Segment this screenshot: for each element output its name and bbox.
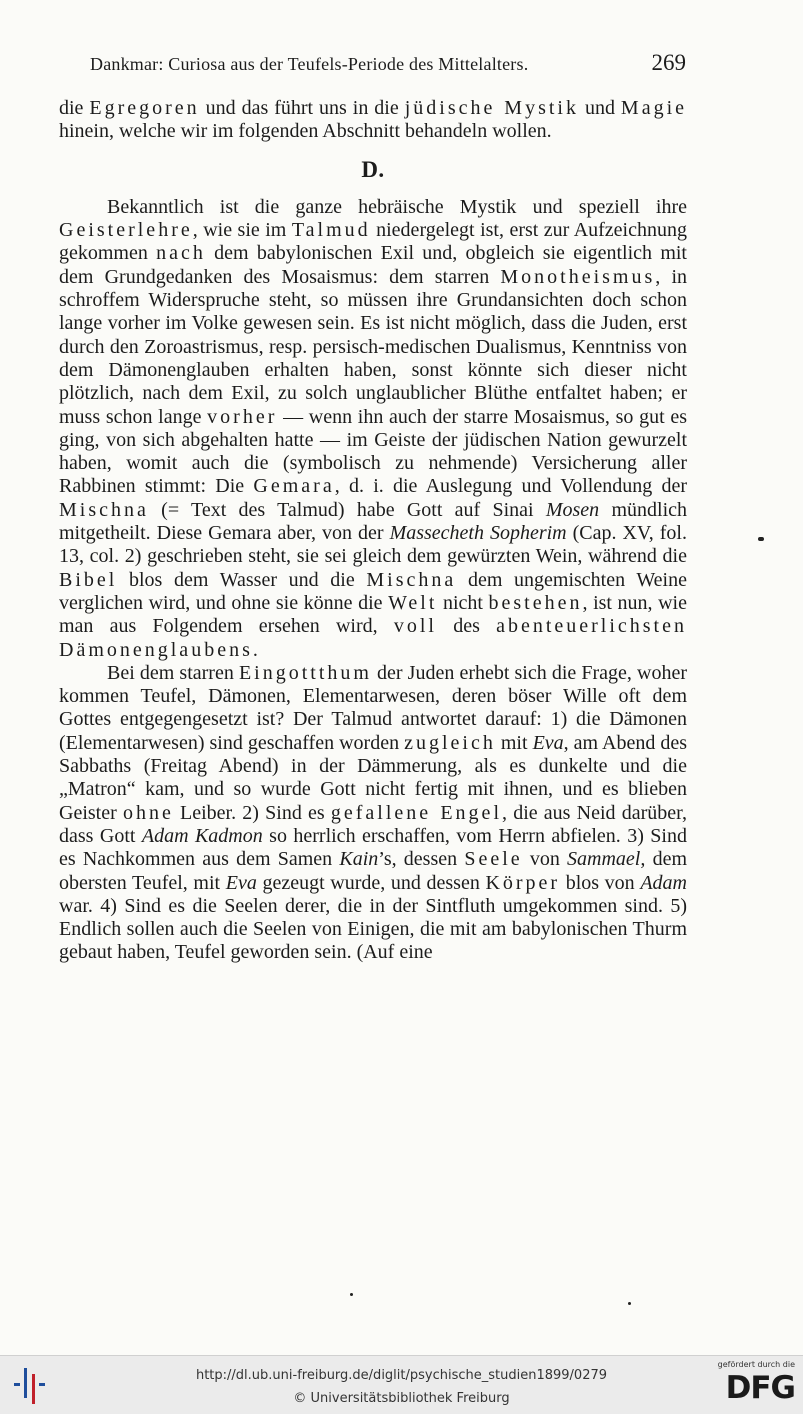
page-number: 269	[651, 50, 686, 75]
source-url[interactable]: http://dl.ub.uni-freiburg.de/diglit/psychische_studien1899/0279	[195, 1368, 608, 1383]
spaced-emphasis: Geisterlehre	[59, 219, 193, 242]
text-run: Bekanntlich ist die ganze hebräische Mystik und speziell ihre	[107, 195, 687, 218]
spaced-emphasis: Eingottthum	[238, 661, 372, 684]
italic-name: Mosen	[545, 498, 600, 521]
text-run: von	[522, 848, 568, 871]
text-run: des	[436, 615, 497, 638]
text-run: , d. i. die Auslegung und Vollendung der	[334, 475, 688, 498]
spaced-emphasis: Bibel	[59, 568, 118, 591]
text-run: ’s, dessen	[378, 848, 465, 871]
spaced-emphasis: Mischna	[59, 498, 149, 521]
text-run: und das führt uns in die	[199, 97, 405, 119]
italic-name: Eva	[532, 731, 564, 754]
spaced-emphasis: gefallene Engel	[330, 801, 502, 824]
text-run: .	[252, 638, 258, 661]
text-run: niedergelegt ist, erst zur Aufzeichnung gekommen	[59, 219, 687, 265]
spaced-emphasis: bestehen	[488, 591, 583, 614]
section-heading: D.	[361, 156, 385, 182]
sponsor-caption: gefördert durch die	[717, 1360, 795, 1369]
text-run: dem ungemischten Weine verglichen wird, und ohne sie könne die	[59, 568, 687, 614]
text-run: nicht	[437, 591, 489, 614]
text-run: , am Abend des Sabbaths (Freitag Abend) in der Dämmerung, als es dunkelte und die „Matron“ kam, und so wurde Gott nicht fertig mit ihnen, und es blieben Geister	[59, 731, 688, 824]
text-run: und	[579, 97, 621, 119]
text-run: (Cap. XV, fol. 13, col. 2) geschrieben steht, sie sei gleich dem gewürzten Wein, während die	[59, 522, 687, 568]
italic-name: Sammael,	[567, 848, 646, 871]
spaced-emphasis: Seele	[464, 848, 523, 871]
text-run: mündlich mitgetheilt. Diese Gemara aber, von der	[59, 498, 688, 545]
text-run: so herrlich erschaffen, vom Herrn abfielen. 3) Sind es Nachkommen aus dem Samen	[59, 824, 687, 871]
text-run: dem obersten Teufel, mit	[59, 848, 688, 894]
text-run: , in schroffem Widerspruche steht, so müssen ihre Grundansichten doch schon lange vorher im Volke gewesen sein. Es ist nicht möglich, dass die Juden, erst durch den Zoroastrismus, resp. persisch-medischen Dualismus, Kenntniss von dem Dämonenglauben erhalten haben, sonst könnte sich dieser nicht plötzlich, nach dem Exil, zu solch unglaublicher Blüthe entfaltet haben; er muss schon lange	[59, 265, 688, 428]
paragraph-2	[59, 662, 687, 965]
italic-name: Adam	[640, 871, 687, 894]
spaced-emphasis: Magie	[620, 97, 688, 119]
italic-name: Eva	[225, 871, 257, 894]
spaced-emphasis: nach	[156, 242, 206, 265]
spaced-emphasis: vorher	[207, 405, 278, 428]
spaced-emphasis: Mischna	[366, 568, 457, 591]
text-run: hinein, welche wir im folgenden Abschnitt behandeln wollen.	[59, 120, 552, 143]
speck-mark	[628, 1302, 631, 1305]
spaced-emphasis: Gemara	[253, 475, 335, 498]
italic-name: Kain	[339, 848, 379, 871]
text-run: war. 4) Sind es die Seelen derer, die in der Sintfluth umgekommen sind. 5) Endlich sollen auch die Seelen von Einigen, die mit am babylonischen Thurm gebaut haben, Teufel geworden sein. (Auf eine	[59, 894, 687, 964]
italic-name: Massecheth Sopherim	[389, 522, 567, 545]
spaced-emphasis: zugleich	[404, 731, 496, 754]
dfg-logo-icon	[707, 1360, 795, 1410]
text-run: dem babylonischen Exil und, obgleich sie eigentlich mit dem Grundgedanken des Mosaismus: dem starren	[59, 242, 687, 288]
text-run: , ist nun, wie man aus Folgendem ersehen wird,	[59, 591, 687, 638]
spaced-emphasis: Welt	[388, 591, 438, 614]
sponsor-logo: DFG	[725, 1370, 795, 1406]
margin-mark	[758, 537, 764, 541]
text-block	[59, 97, 687, 965]
speck-mark	[350, 1293, 353, 1296]
italic-name: Adam Kadmon	[141, 824, 263, 847]
text-run: gezeugt wurde, und dessen	[256, 871, 486, 894]
text-run: — wenn ihn auch der starre Mosaismus, so gut es ging, von sich abgehalten hatte — im Geiste der jüdischen Nation gewurzelt haben, womit auch die (symbolisch zu nehmende) Versicherung aller Rabbinen stimmt: Die	[59, 405, 687, 498]
spaced-emphasis: Monotheismus	[500, 265, 656, 288]
spaced-emphasis: Egregoren	[89, 97, 200, 119]
text-run: Leiber. 2) Sind es	[173, 801, 331, 824]
text-run: die	[59, 97, 90, 119]
spaced-emphasis: abenteuerlichsten Dämonenglaubens	[59, 615, 687, 661]
text-run: Bei dem starren	[107, 661, 239, 684]
spaced-emphasis: voll	[393, 615, 437, 638]
text-run: (= Text des Talmud) habe Gott auf Sinai	[148, 498, 546, 521]
copyright-notice: © Universitätsbibliothek Freiburg	[293, 1391, 510, 1406]
paragraph-continuation	[59, 97, 687, 144]
spaced-emphasis: jüdische Mystik	[404, 97, 579, 119]
text-run: blos von	[560, 871, 641, 894]
text-run: blos dem Wasser und die	[117, 568, 367, 591]
text-run: mit	[495, 731, 533, 754]
viewer-footer	[0, 1355, 803, 1414]
paragraph-1	[59, 196, 687, 662]
running-title: Dankmar: Curiosa aus der Teufels-Periode des Mittelalters.	[90, 54, 529, 74]
text-run: , wie sie im	[192, 219, 292, 242]
running-head	[90, 50, 690, 78]
spaced-emphasis: Körper	[485, 871, 561, 894]
spaced-emphasis: ohne	[122, 801, 174, 824]
spaced-emphasis: Talmud	[291, 219, 371, 242]
text-run: , die aus Neid darüber, dass Gott	[59, 801, 687, 847]
text-run: der Juden erhebt sich die Frage, woher kommen Teufel, Dämonen, Elementarwesen, deren böser Wille oft dem Gottes entgegengesetzt ist? Der Talmud antwortet darauf: 1) die Dämonen (Elementarwesen) sind geschaffen worden	[59, 661, 687, 754]
